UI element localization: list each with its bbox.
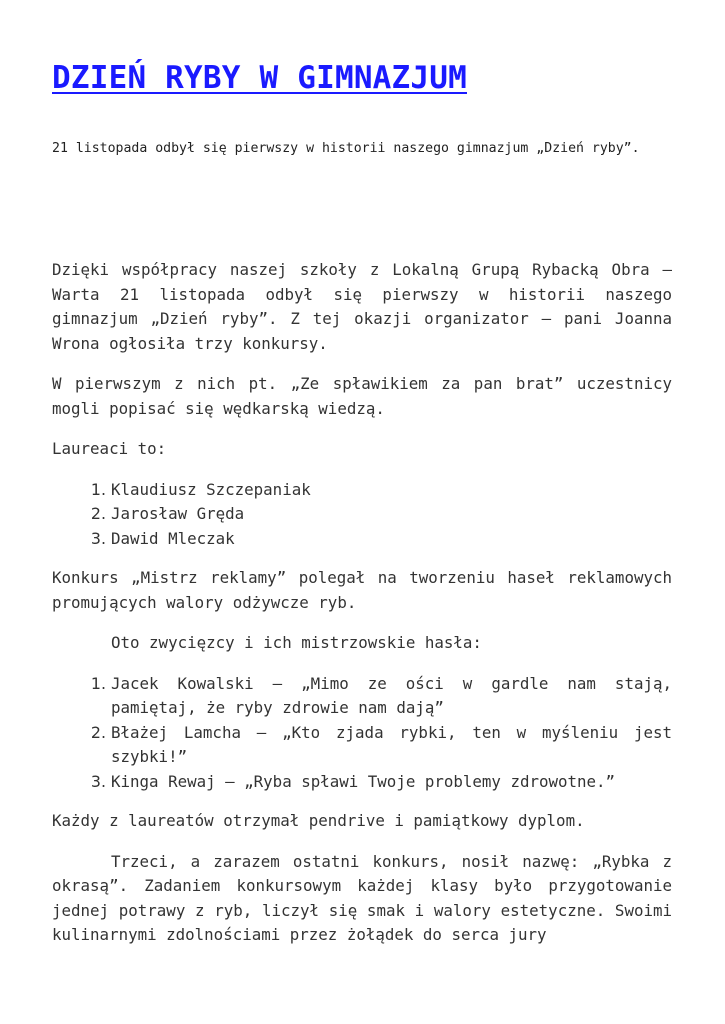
winners-list bbox=[52, 672, 672, 795]
paragraph-prizes: Każdy z laureatów otrzymał pendrive i pamiątkowy dyplom. bbox=[52, 811, 585, 830]
article-intro: 21 listopada odbył się pierwszy w historii naszego gimnazjum „Dzień ryby”. bbox=[52, 141, 640, 156]
list-item: 1. Klaudiusz Szczepaniak bbox=[111, 478, 672, 503]
article-title[interactable]: DZIEŃ RYBY W GIMNAZJUM bbox=[52, 60, 467, 96]
list-item: 3. Kinga Rewaj – „Ryba spławi Twoje problemy zdrowotne.” bbox=[111, 770, 672, 795]
list-item: 3. Dawid Mleczak bbox=[111, 527, 672, 552]
paragraph-cooperation: Dzięki współpracy naszej szkoły z Lokalną Grupą Rybacką Obra – Warta 21 listopada odbył się pierwszy w historii naszego gimnazjum „Dzień ryby”. Z tej okazji organizator – pani Joanna Wrona ogłosiła trzy konkursy. bbox=[52, 260, 672, 353]
list-item: 2. Jarosław Gręda bbox=[111, 502, 672, 527]
list-item: 2. Błażej Lamcha – „Kto zjada rybki, ten w myśleniu jest szybki!” bbox=[111, 721, 672, 770]
list-item: 1. Jacek Kowalski – „Mimo ze ości w gardle nam stają, pamiętaj, że ryby zdrowie nam dają” bbox=[111, 672, 672, 721]
laureates-list bbox=[52, 478, 672, 552]
paragraph-first-contest: W pierwszym z nich pt. „Ze spławikiem za pan brat” uczestnicy mogli popisać się wędkarską wiedzą. bbox=[52, 374, 672, 418]
article-body bbox=[52, 258, 672, 964]
paragraph-third-contest: Trzeci, a zarazem ostatni konkurs, nosił nazwę: „Rybka z okrasą”. Zadaniem konkursowym każdej klasy było przygotowanie jednej potrawy z ryb, liczył się smak i walory estetyczne. Swoimi kulinarnymi zdolnościami przez żołądek do serca jury bbox=[52, 851, 672, 944]
paragraph-ad-contest: Konkurs „Mistrz reklamy” polegał na tworzeniu haseł reklamowych promujących walory odżywcze ryb. bbox=[52, 568, 672, 612]
winners-label: Oto zwycięzcy i ich mistrzowskie hasła: bbox=[111, 633, 482, 652]
laureates-label: Laureaci to: bbox=[52, 439, 167, 458]
